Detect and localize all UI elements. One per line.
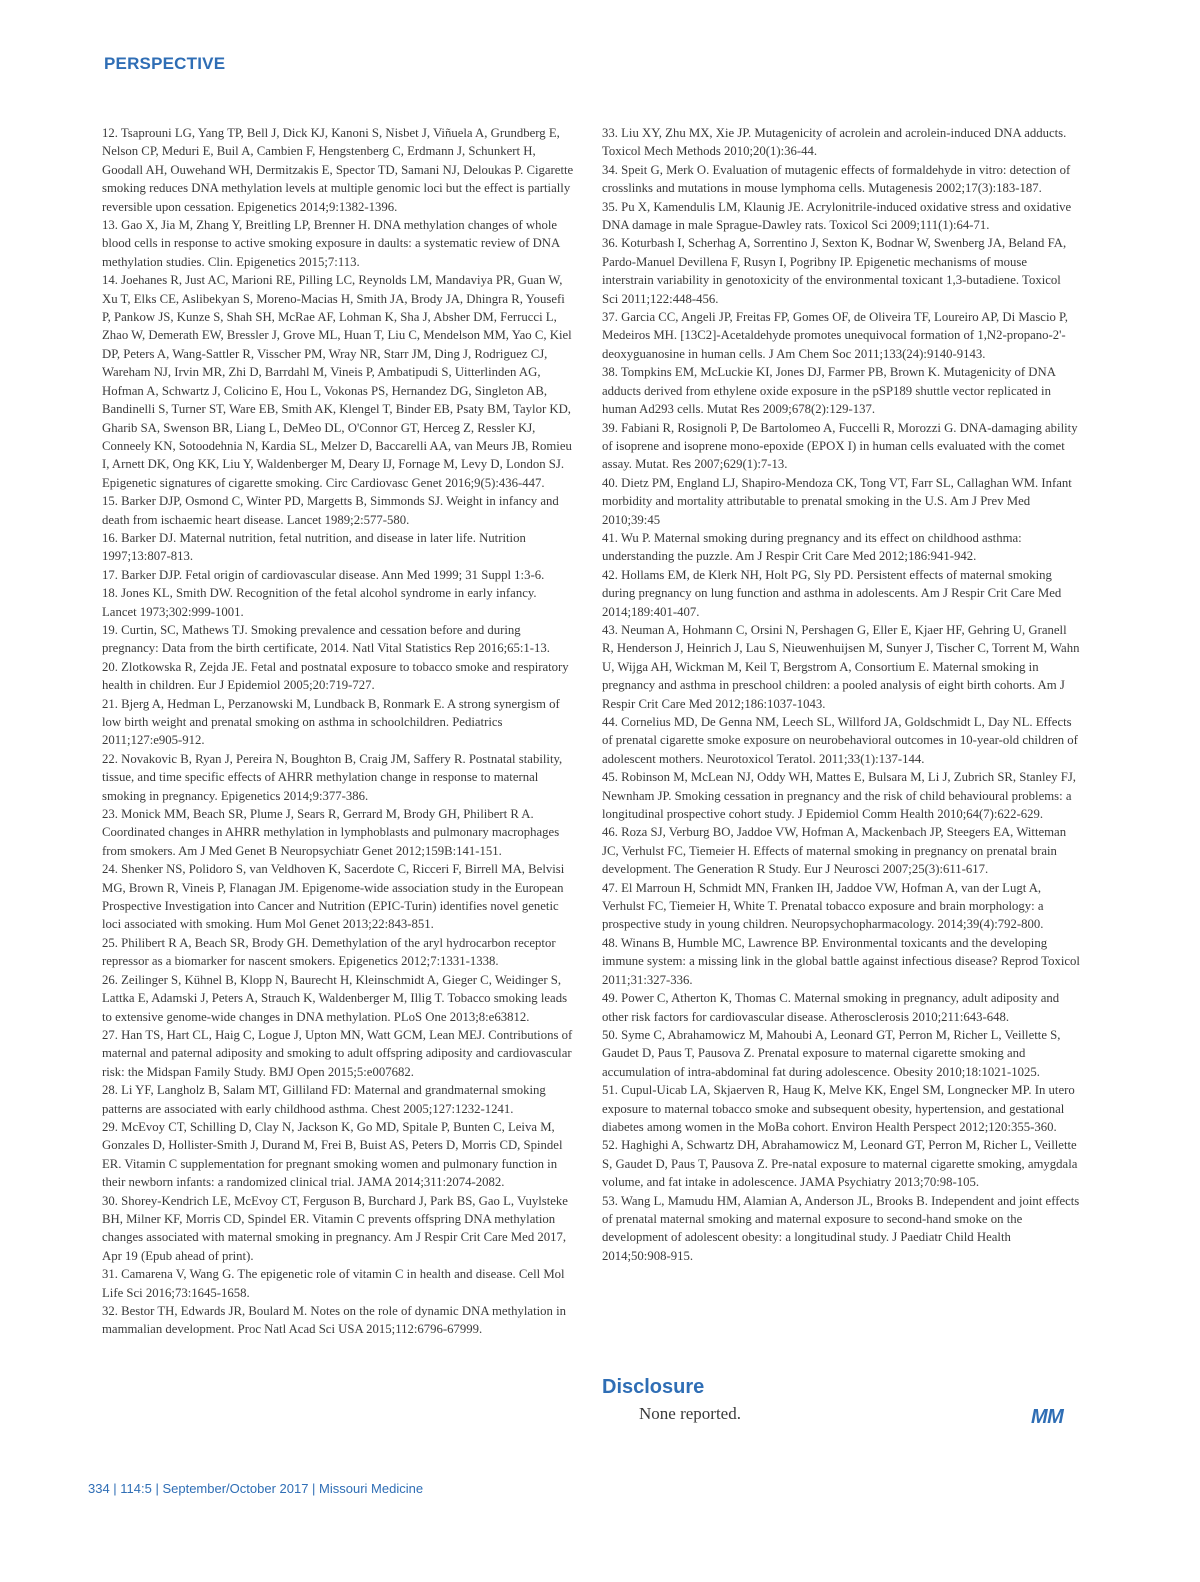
disclosure-heading: Disclosure bbox=[602, 1376, 705, 1398]
reference-item-22: 22. Novakovic B, Ryan J, Pereira N, Boughton B, Craig JM, Saffery R. Postnatal stability, tissue, and time specific effects of AHRR methylation change in response to maternal smoking in pregnancy. Epigenetics 2014;9:377-386. bbox=[102, 751, 563, 803]
reference-item-49: 49. Power C, Atherton K, Thomas C. Maternal smoking in pregnancy, adult adiposity and other risk factors for cardiovascular disease. Atherosclerosis 2010;211:643-648. bbox=[602, 991, 1060, 1024]
reference-item-12: 12. Tsaprouni LG, Yang TP, Bell J, Dick KJ, Kanoni S, Nisbet J, Viñuela A, Grundberg E, Nelson CP, Meduri E, Buil A, Cambien F, Hengstenberg C, Erdmann J, Schunkert H, Goodall AH, Ouwehand WH, Dermitzakis E, Spector TD, Samani NJ, Deloukas P. Cigarette smoking reduces DNA methylation levels at multiple genomic loci but the effect is partially reversible upon cessation. Epigenetics 2014;9:1382-1396. bbox=[102, 126, 574, 214]
section-header: PERSPECTIVE bbox=[104, 54, 226, 73]
reference-item-47: 47. El Marroun H, Schmidt MN, Franken IH, Jaddoe VW, Hofman A, van der Lugt A, Verhulst FC, Tiemeier H, White T. Prenatal tobacco exposure and brain morphology: a prospective study in young children. Neuropsychopharmacology. 2014;39(4):792-800. bbox=[602, 880, 1044, 932]
missouri-medicine-logo: MM bbox=[1031, 1406, 1064, 1428]
reference-item-21: 21. Bjerg A, Hedman L, Perzanowski M, Lundback B, Ronmark E. A strong synergism of low birth weight and prenatal smoking on asthma in schoolchildren. Pediatrics 2011;127:e905-912. bbox=[102, 696, 560, 748]
reference-item-44: 44. Cornelius MD, De Genna NM, Leech SL, Willford JA, Goldschmidt L, Day NL. Effects of prenatal cigarette smoke exposure on neurobehavioral outcomes in 10-year-old children of adolescent mothers. Neurotoxicol Teratol. 2011;33(1):137-144. bbox=[602, 715, 1078, 766]
reference-item-36: 36. Koturbash I, Scherhag A, Sorrentino J, Sexton K, Bodnar W, Swenberg JA, Beland FA, Pardo-Manuel Devillena F, Rusyn I, Pogribny IP. Epigenetic mechanisms of mouse interstrain variability in genotoxicity of the environmental toxicant 1,3-butadiene. Toxicol Sci 2011;122:448-456. bbox=[602, 236, 1067, 306]
reference-item-50: 50. Syme C, Abrahamowicz M, Mahoubi A, Leonard GT, Perron M, Richer L, Veillette S, Gaudet D, Paus T, Pausova Z. Prenatal exposure to maternal cigarette smoking and accumulation of intra-abdominal fat during adolescence. Obesity 2010;18:1021-1025. bbox=[602, 1027, 1061, 1079]
reference-item-24: 24. Shenker NS, Polidoro S, van Veldhoven K, Sacerdote C, Ricceri F, Birrell MA, Belvisi MG, Brown R, Vineis P, Flanagan JM. Epigenome-wide association study in the European Prospective Investigation into Cancer and Nutrition (EPIC-Turin) identifies novel genetic loci associated with smoking. Hum Mol Genet 2013;22:843-851. bbox=[102, 862, 565, 932]
reference-item-38: 38. Tompkins EM, McLuckie KI, Jones DJ, Farmer PB, Brown K. Mutagenicity of DNA adducts derived from ethylene oxide exposure in the pSP189 shuttle vector replicated in human Ad293 cells. Mutat Res 2009;678(2):129-137. bbox=[602, 365, 1056, 417]
reference-item-26: 26. Zeilinger S, Kühnel B, Klopp N, Baurecht H, Kleinschmidt A, Gieger C, Weidinger S, Lattka E, Adamski J, Peters A, Strauch K, Waldenberger M, Illig T. Tobacco smoking leads to extensive genome-wide changes in DNA methylation. PLoS One 2013;8:e63812. bbox=[102, 972, 568, 1024]
reference-item-23: 23. Monick MM, Beach SR, Plume J, Sears R, Gerrard M, Brody GH, Philibert R A. Coordinated changes in AHRR methylation in lymphoblasts and pulmonary macrophages from smokers. Am J Med Genet B Neuropsychiatr Genet 2012;159B:141-151. bbox=[102, 807, 560, 858]
reference-item-43: 43. Neuman A, Hohmann C, Orsini N, Pershagen G, Eller E, Kjaer HF, Gehring U, Granell R, Henderson J, Heinrich J, Lau S, Nieuwenhuijsen M, Sunyer J, Tischer C, Torrent M, Wahn U, Wijga AH, Wickman M, Keil T, Bergstrom A, Consortium E. Maternal smoking in pregnancy and asthma in preschool children: a pooled analysis of eight birth cohorts. Am J Respir Crit Care Med 2012;186:1037-1043. bbox=[602, 622, 1080, 711]
reference-item-40: 40. Dietz PM, England LJ, Shapiro-Mendoza CK, Tong VT, Farr SL, Callaghan WM. Infant morbidity and mortality attributable to prenatal smoking in the U.S. Am J Prev Med 2010;39:45 bbox=[602, 475, 1072, 527]
references-left-column bbox=[102, 124, 574, 1339]
reference-item-52: 52. Haghighi A, Schwartz DH, Abrahamowicz M, Leonard GT, Perron M, Richer L, Veillette S, Gaudet D, Paus T, Pausova Z. Pre-natal exposure to maternal cigarette smoking, amygdala volume, and fat intake in adolescence. JAMA Psychiatry 2013;70:98-105. bbox=[602, 1138, 1078, 1190]
reference-item-27: 27. Han TS, Hart CL, Haig C, Logue J, Upton MN, Watt GCM, Lean MEJ. Contributions of maternal and paternal adiposity and smoking to adult offspring adiposity and cardiovascular risk: the Midspan Family Study. BMJ Open 2015;5:e007682. bbox=[102, 1027, 573, 1079]
reference-item-28: 28. Li YF, Langholz B, Salam MT, Gilliland FD: Maternal and grandmaternal smoking patterns are associated with early childhood asthma. Chest 2005;127:1232-1241. bbox=[102, 1083, 546, 1116]
reference-item-29: 29. McEvoy CT, Schilling D, Clay N, Jackson K, Go MD, Spitale P, Bunten C, Leiva M, Gonzales D, Hollister-Smith J, Durand M, Frei B, Buist AS, Peters D, Morris CD, Spindel ER. Vitamin C supplementation for pregnant smoking women and pulmonary function in their newborn infants: a randomized clinical trial. JAMA 2014;311:2074-2082. bbox=[102, 1119, 563, 1190]
reference-item-13: 13. Gao X, Jia M, Zhang Y, Breitling LP, Brenner H. DNA methylation changes of whole blood cells in response to active smoking exposure in daults: a systematic review of DNA methylation studies. Clin. Epigenetics 2015;7:113. bbox=[102, 218, 560, 269]
reference-item-18: 18. Jones KL, Smith DW. Recognition of the fetal alcohol syndrome in early infancy. Lancet 1973;302:999-1001. bbox=[102, 586, 537, 619]
disclosure-text: None reported. bbox=[639, 1404, 741, 1423]
reference-item-16: 16. Barker DJ. Maternal nutrition, fetal nutrition, and disease in later life. Nutrition 1997;13:807-813. bbox=[102, 530, 526, 564]
reference-item-53: 53. Wang L, Mamudu HM, Alamian A, Anderson JL, Brooks B. Independent and joint effects of prenatal maternal smoking and maternal exposure to second-hand smoke on the development of adolescent obesity: a longitudinal study. J Paediatr Child Health 2014;50:908-915. bbox=[602, 1193, 1080, 1263]
reference-item-41: 41. Wu P. Maternal smoking during pregnancy and its effect on childhood asthma: understanding the puzzle. Am J Respir Crit Care Med 2012;186:941-942. bbox=[602, 530, 1022, 564]
page-footer: 334 | 114:5 | September/October 2017 | Missouri Medicine bbox=[88, 1481, 424, 1496]
reference-item-51: 51. Cupul-Uicab LA, Skjaerven R, Haug K, Melve KK, Engel SM, Longnecker MP. In utero exposure to maternal tobacco smoke and subsequent obesity, hypertension, and gestational diabetes among women in the MoBa cohort. Environ Health Perspect 2012;120:355-360. bbox=[602, 1083, 1075, 1134]
reference-item-46: 46. Roza SJ, Verburg BO, Jaddoe VW, Hofman A, Mackenbach JP, Steegers EA, Witteman JC, Verhulst FC, Tiemeier H. Effects of maternal smoking in pregnancy on prenatal brain development. The Generation R Study. Eur J Neurosci 2007;25(3):611-617. bbox=[602, 825, 1067, 877]
reference-item-30: 30. Shorey-Kendrich LE, McEvoy CT, Ferguson B, Burchard J, Park BS, Gao L, Vuylsteke BH, Milner KF, Morris CD, Spindel ER. Vitamin C prevents offspring DNA methylation changes associated with maternal smoking in pregnancy. Am J Respir Crit Care Med 2017, Apr 19 (Epub ahead of print). bbox=[102, 1193, 568, 1263]
reference-item-32: 32. Bestor TH, Edwards JR, Boulard M. Notes on the role of dynamic DNA methylation in mammalian development. Proc Natl Acad Sci USA 2015;112:6796-67999. bbox=[102, 1304, 567, 1337]
reference-item-42: 42. Hollams EM, de Klerk NH, Holt PG, Sly PD. Persistent effects of maternal smoking during pregnancy on lung function and asthma in adolescents. Am J Respir Crit Care Med 2014;189:401-407. bbox=[602, 567, 1062, 619]
reference-item-25: 25. Philibert R A, Beach SR, Brody GH. Demethylation of the aryl hydrocarbon receptor repressor as a biomarker for nascent smokers. Epigenetics 2012;7:1331-1338. bbox=[102, 935, 556, 969]
references-right-column bbox=[602, 124, 1080, 1265]
reference-item-34: 34. Speit G, Merk O. Evaluation of mutagenic effects of formaldehyde in vitro: detection of crosslinks and mutations in mouse lymphoma cells. Mutagenesis 2002;17(3):183-187. bbox=[602, 162, 1071, 196]
disclosure-section bbox=[602, 1376, 1082, 1424]
reference-item-45: 45. Robinson M, McLean NJ, Oddy WH, Mattes E, Bulsara M, Li J, Zubrich SR, Stanley FJ, Newnham JP. Smoking cessation in pregnancy and the risk of child behavioural problems: a longitudinal prospective cohort study. J Epidemiol Comm Health 2010;64(7):622-629. bbox=[602, 770, 1076, 822]
reference-item-20: 20. Zlotkowska R, Zejda JE. Fetal and postnatal exposure to tobacco smoke and respiratory health in children. Eur J Epidemiol 2005;20:719-727. bbox=[102, 659, 569, 693]
reference-item-19: 19. Curtin, SC, Mathews TJ. Smoking prevalence and cessation before and during pregnancy: Data from the birth certificate, 2014. Natl Vital Statistics Rep 2016;65:1-13. bbox=[102, 622, 550, 656]
reference-item-15: 15. Barker DJP, Osmond C, Winter PD, Margetts B, Simmonds SJ. Weight in infancy and death from ischaemic heart disease. Lancet 1989;2:577-580. bbox=[102, 494, 559, 527]
reference-item-33: 33. Liu XY, Zhu MX, Xie JP. Mutagenicity of acrolein and acrolein-induced DNA adducts. Toxicol Mech Methods 2010;20(1):36-44. bbox=[602, 126, 1067, 159]
reference-item-39: 39. Fabiani R, Rosignoli P, De Bartolomeo A, Fuccelli R, Morozzi G. DNA-damaging ability of isoprene and isoprene mono-epoxide (EPOX I) in human cells evaluated with the comet assay. Mutat. Res 2007;629(1):7-13. bbox=[602, 420, 1078, 472]
reference-item-35: 35. Pu X, Kamendulis LM, Klaunig JE. Acrylonitrile-induced oxidative stress and oxidative DNA damage in male Sprague-Dawley rats. Toxicol Sci 2009;111(1):64-71. bbox=[602, 199, 1072, 233]
reference-item-17: 17. Barker DJP. Fetal origin of cardiovascular disease. Ann Med 1999; 31 Suppl 1:3-6. bbox=[102, 567, 545, 582]
reference-item-37: 37. Garcia CC, Angeli JP, Freitas FP, Gomes OF, de Oliveira TF, Loureiro AP, Di Mascio P, Medeiros MH. [13C2]-Acetaldehyde promotes unequivocal formation of 1,N2-propano-2'-deoxyguanosine in human cells. J Am Chem Soc 2011;133(24):9140-9143. bbox=[602, 310, 1068, 361]
reference-item-31: 31. Camarena V, Wang G. The epigenetic role of vitamin C in health and disease. Cell Mol Life Sci 2016;73:1645-1658. bbox=[102, 1267, 565, 1300]
reference-item-14: 14. Joehanes R, Just AC, Marioni RE, Pilling LC, Reynolds LM, Mandaviya PR, Guan W, Xu T, Elks CE, Aslibekyan S, Moreno-Macias H, Smith JA, Brody JA, Dhingra R, Yousefi P, Pankow JS, Kunze S, Shah SH, McRae AF, Lohman K, Sha J, Absher DM, Ferrucci L, Zhao W, Demerath EW, Bressler J, Grove ML, Huan T, Liu C, Mendelson MM, Yao C, Kiel DP, Peters A, Wang-Sattler R, Visscher PM, Wray NR, Starr JM, Ding J, Rodriguez CJ, Wareham NJ, Irvin MR, Zhi D, Barrdahl M, Vineis P, Ambatipudi S, Uitterlinden AG, Hofman A, Schwartz J, Colicino E, Hou L, Vokonas PS, Hernandez DG, Singleton AB, Bandinelli S, Turner ST, Ware EB, Smith AK, Klengel T, Binder EB, Psaty BM, Taylor KD, Gharib SA, Swenson BR, Liang L, DeMeo DL, O'Connor GT, Herceg Z, Ressler KJ, Conneely KN, Sotoodehnia N, Kardia SL, Melzer D, Baccarelli AA, van Meurs JB, Romieu I, Arnett DK, Ong KK, Liu Y, Waldenberger M, Deary IJ, Fornage M, Levy D, London SJ. Epigenetic signatures of cigarette smoking. Circ Cardiovasc Genet 2016;9(5):436-447. bbox=[102, 273, 572, 490]
reference-item-48: 48. Winans B, Humble MC, Lawrence BP. Environmental toxicants and the developing immune system: a missing link in the global battle against infectious disease? Reprod Toxicol 2011;31:327-336. bbox=[602, 935, 1080, 987]
